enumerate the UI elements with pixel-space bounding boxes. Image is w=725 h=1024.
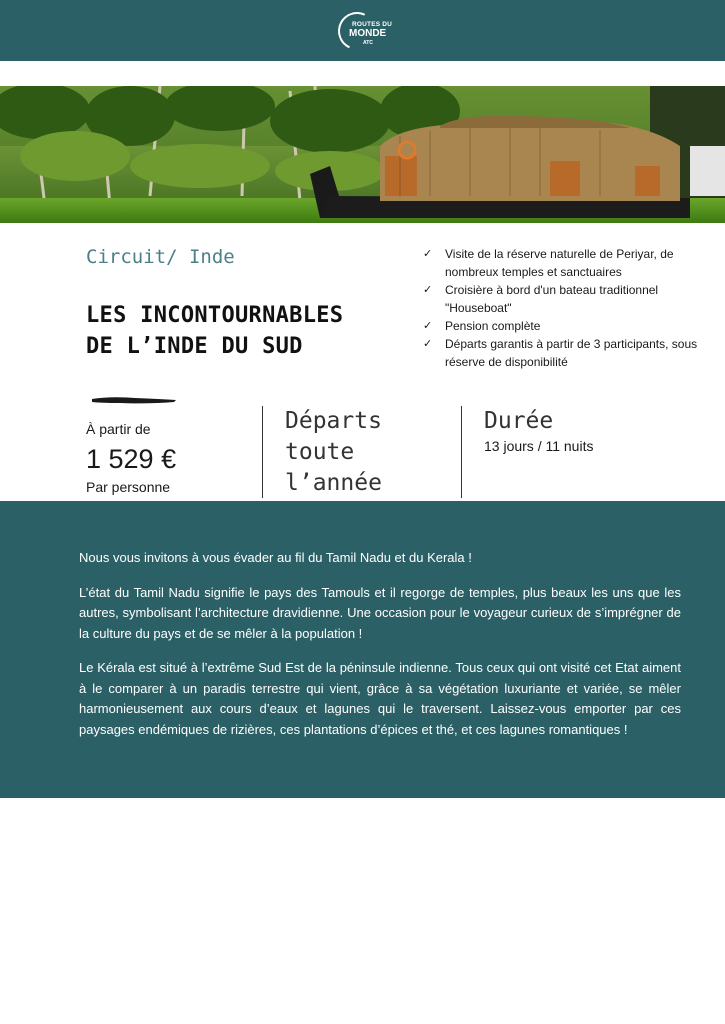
title-line-2: DE L’INDE DU SUD <box>86 334 303 359</box>
list-item <box>423 245 703 281</box>
price-per-label: Par personne <box>86 479 171 495</box>
duration-label: Durée <box>484 408 554 434</box>
intro-paragraph: Nous vous invitons à vous évader au fil du Tamil Nadu et du Kerala ! <box>79 550 472 565</box>
check-icon: ✓ <box>423 320 433 332</box>
hero-image-houseboat <box>0 86 725 223</box>
departures-line-3: l’année <box>285 470 382 496</box>
routes-du-monde-logo[interactable] <box>338 12 392 50</box>
price-from-label: À partir de <box>86 421 151 437</box>
divider-line <box>461 406 462 498</box>
departures-line-1: Départs <box>285 408 382 434</box>
intro-paragraph: Le Kérala est situé à l’extrême Sud Est de la péninsule indienne. Tous ceux qui ont visité cet Etat aiment à le comparer à un paradis terrestre qui vient, grâce à sa végétation luxuriante et variée, se mêler harmonieusement aux cours d’eaux et lagunes qui le traversent. Laissez-vous emporter par ces paysages endémiques de rizières, ces plantations d’épices et thé, et ces lagunes romantiques ! <box>79 660 681 737</box>
list-item <box>423 335 703 371</box>
check-icon: ✓ <box>423 284 433 296</box>
intro-paragraph: L’état du Tamil Nadu signifie le pays des Tamouls et il regorge de temples, plus beaux les uns que les autres, symbolisant l’architecture dravidienne. Une occasion pour le voyageur curieux de s’imprégner de la culture du pays et de se mêler à la population ! <box>79 584 681 641</box>
check-icon: ✓ <box>423 338 433 350</box>
circuit-label: Circuit/ Inde <box>86 246 235 268</box>
departures-line-2: toute <box>285 439 355 465</box>
duration-value: 13 jours / 11 nuits <box>484 438 594 454</box>
list-item <box>423 281 703 317</box>
title-line-1: LES INCONTOURNABLES <box>86 303 344 328</box>
intro-section <box>0 501 725 798</box>
price-block <box>86 420 176 496</box>
logo-line3: ATC <box>363 40 373 46</box>
logo-line2: MONDE <box>349 28 387 39</box>
check-icon: ✓ <box>423 248 433 260</box>
highlight-text: Visite de la réserve naturelle de Periyar, de nombreux temples et sanctuaires <box>445 247 674 279</box>
list-item <box>423 317 703 335</box>
divider-line <box>262 406 263 498</box>
page-title <box>86 300 343 362</box>
highlights-list <box>423 245 703 371</box>
intro-text <box>79 548 681 754</box>
brush-stroke-divider <box>90 394 180 406</box>
price-value: 1 529 € <box>86 444 177 474</box>
highlight-text: Pension complète <box>445 319 541 333</box>
departures-info <box>285 406 445 499</box>
logo-line1: ROUTES DU <box>352 21 393 28</box>
header-bar <box>0 0 725 61</box>
highlight-text: Croisière à bord d'un bateau traditionnel "Houseboat" <box>445 283 659 315</box>
highlight-text: Départs garantis à partir de 3 participants, sous réserve de disponibilité <box>445 337 698 369</box>
